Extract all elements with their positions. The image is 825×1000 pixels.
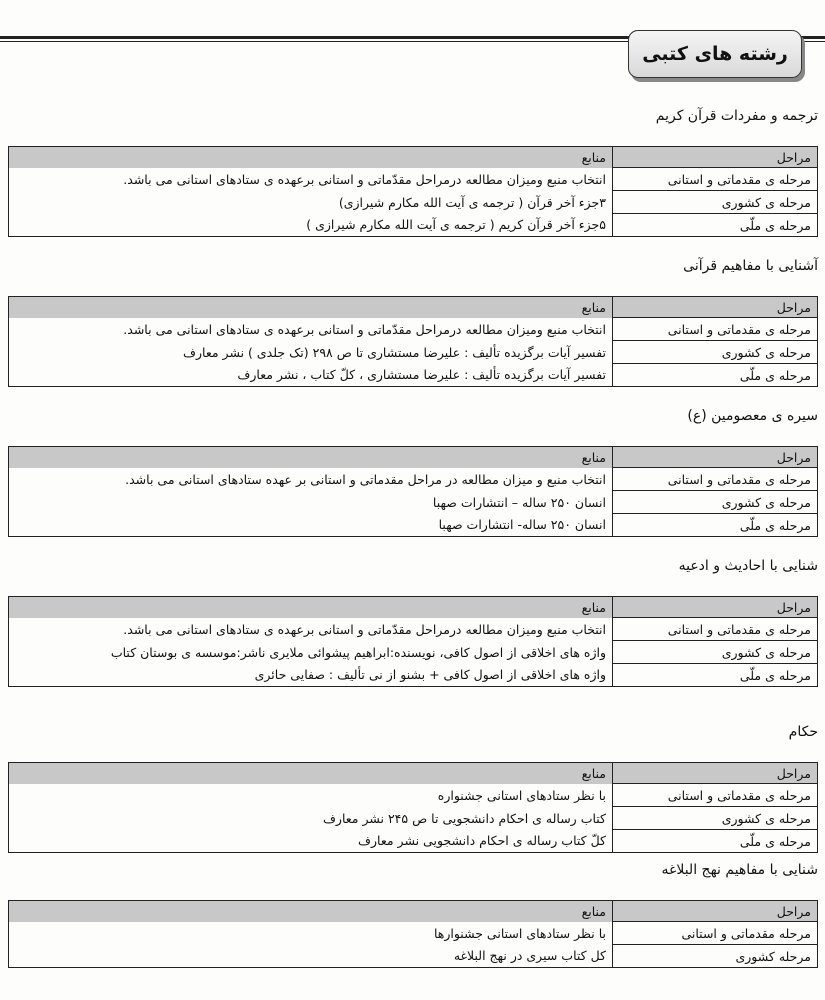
stage-cell: مرحله ی ملّی — [613, 214, 818, 237]
sources-table — [8, 296, 818, 387]
source-cell: کل کتاب سیری در نهج البلاغه — [9, 945, 613, 968]
source-cell: انتخاب منبع ومیزان مطالعه درمراحل مقدّماتی و استانی برعهده ی ستادهای استانی می باشد. — [9, 618, 613, 641]
table-row — [9, 191, 818, 214]
sources-header: منابع — [9, 597, 613, 618]
source-cell: با نظر ستادهای استانی جشنواره — [9, 784, 613, 807]
stage-cell: مرحله کشوری — [613, 945, 818, 968]
sources-header: منابع — [9, 763, 613, 784]
table-row — [9, 807, 818, 830]
stages-header: مراحل — [613, 297, 818, 318]
source-cell: انسان ۲۵۰ ساله – انتشارات صهبا — [9, 491, 613, 514]
stage-cell: مرحله ی مقدماتی و استانی — [613, 168, 818, 191]
stages-header: مراحل — [613, 147, 818, 168]
section-title: ترجمه و مفردات قرآن کریم — [655, 108, 818, 124]
table-header-row — [9, 447, 818, 468]
section-title: آشنایی با مفاهیم قرآنی — [683, 258, 818, 274]
table-header-row — [9, 901, 818, 922]
source-cell: ۳جزء آخر قرآن ( ترجمه ی آیت الله مکارم شیرازی) — [9, 191, 613, 214]
table-row — [9, 364, 818, 387]
source-cell: با نظر ستادهای استانی جشنوارها — [9, 922, 613, 945]
table-row — [9, 318, 818, 341]
source-cell: تفسیر آیات برگزیده تألیف : علیرضا مستشاری ، کلّ کتاب ، نشر معارف — [9, 364, 613, 387]
sources-header: منابع — [9, 901, 613, 922]
stage-cell: مرحله ی کشوری — [613, 641, 818, 664]
table-row — [9, 468, 818, 491]
stage-cell: مرحله ی مقدماتی و استانی — [613, 618, 818, 641]
table-header-row — [9, 147, 818, 168]
section-title: سیره ی معصومین (ع) — [687, 408, 818, 424]
stage-cell: مرحله ی مقدماتی و استانی — [613, 468, 818, 491]
stage-cell: مرحله ی ملّی — [613, 514, 818, 537]
source-cell: کلّ کتاب رساله ی احکام دانشجویی نشر معارف — [9, 830, 613, 853]
stage-cell: مرحله ی کشوری — [613, 491, 818, 514]
stages-header: مراحل — [613, 901, 818, 922]
stages-header: مراحل — [613, 763, 818, 784]
stage-cell: مرحله ی ملّی — [613, 364, 818, 387]
table-row — [9, 641, 818, 664]
section-title: حکام — [788, 724, 818, 740]
table-header-row — [9, 297, 818, 318]
table-row — [9, 514, 818, 537]
source-cell: انتخاب منبع ومیزان مطالعه درمراحل مقدّماتی و استانی برعهده ی ستادهای استانی می باشد. — [9, 168, 613, 191]
source-cell: تفسیر آیات برگزیده تألیف : علیرضا مستشاری تا ص ۲۹۸ (تک جلدی ) نشر معارف — [9, 341, 613, 364]
stage-cell: مرحله ی کشوری — [613, 341, 818, 364]
sources-header: منابع — [9, 447, 613, 468]
table-row — [9, 830, 818, 853]
source-cell: واژه های اخلاقی از اصول کافی، نویسنده:ابراهیم پیشوائی ملایری ناشر:موسسه ی بوستان کتاب — [9, 641, 613, 664]
table-row — [9, 491, 818, 514]
table-row — [9, 214, 818, 237]
stages-header: مراحل — [613, 447, 818, 468]
stage-cell: مرحله مقدماتی و استانی — [613, 922, 818, 945]
sources-table — [8, 762, 818, 853]
source-cell: واژه های اخلاقی از اصول کافی + بشنو از نی تألیف : صفایی حائری — [9, 664, 613, 687]
table-row — [9, 618, 818, 641]
stage-cell: مرحله ی مقدماتی و استانی — [613, 784, 818, 807]
source-cell: انتخاب منبع ومیزان مطالعه درمراحل مقدّماتی و استانی برعهده ی ستادهای استانی می باشد. — [9, 318, 613, 341]
table-row — [9, 784, 818, 807]
source-cell: ۵جزء آخر قرآن کریم ( ترجمه ی آیت الله مکارم شیرازی ) — [9, 214, 613, 237]
section-title: شنایی با مفاهیم نهج البلاغه — [661, 862, 818, 878]
table-row — [9, 341, 818, 364]
sources-table — [8, 900, 818, 968]
sources-table — [8, 596, 818, 687]
source-cell: انتخاب منبع و میزان مطالعه در مراحل مقدماتی و استانی بر عهده ستادهای استانی می باشد. — [9, 468, 613, 491]
table-row — [9, 664, 818, 687]
sources-table — [8, 146, 818, 237]
table-row — [9, 168, 818, 191]
table-row — [9, 922, 818, 945]
written-fields-badge: رشته های کتبی — [628, 30, 802, 78]
sources-table — [8, 446, 818, 537]
stage-cell: مرحله ی کشوری — [613, 807, 818, 830]
stage-cell: مرحله ی ملّی — [613, 664, 818, 687]
table-header-row — [9, 597, 818, 618]
source-cell: کتاب رساله ی احکام دانشجویی تا ص ۲۴۵ نشر معارف — [9, 807, 613, 830]
source-cell: انسان ۲۵۰ ساله- انتشارات صهبا — [9, 514, 613, 537]
stages-header: مراحل — [613, 597, 818, 618]
stage-cell: مرحله ی مقدماتی و استانی — [613, 318, 818, 341]
section-title: شنایی با احادیث و ادعیه — [678, 558, 818, 574]
stage-cell: مرحله ی ملّی — [613, 830, 818, 853]
sources-header: منابع — [9, 147, 613, 168]
table-header-row — [9, 763, 818, 784]
table-row — [9, 945, 818, 968]
stage-cell: مرحله ی کشوری — [613, 191, 818, 214]
sources-header: منابع — [9, 297, 613, 318]
